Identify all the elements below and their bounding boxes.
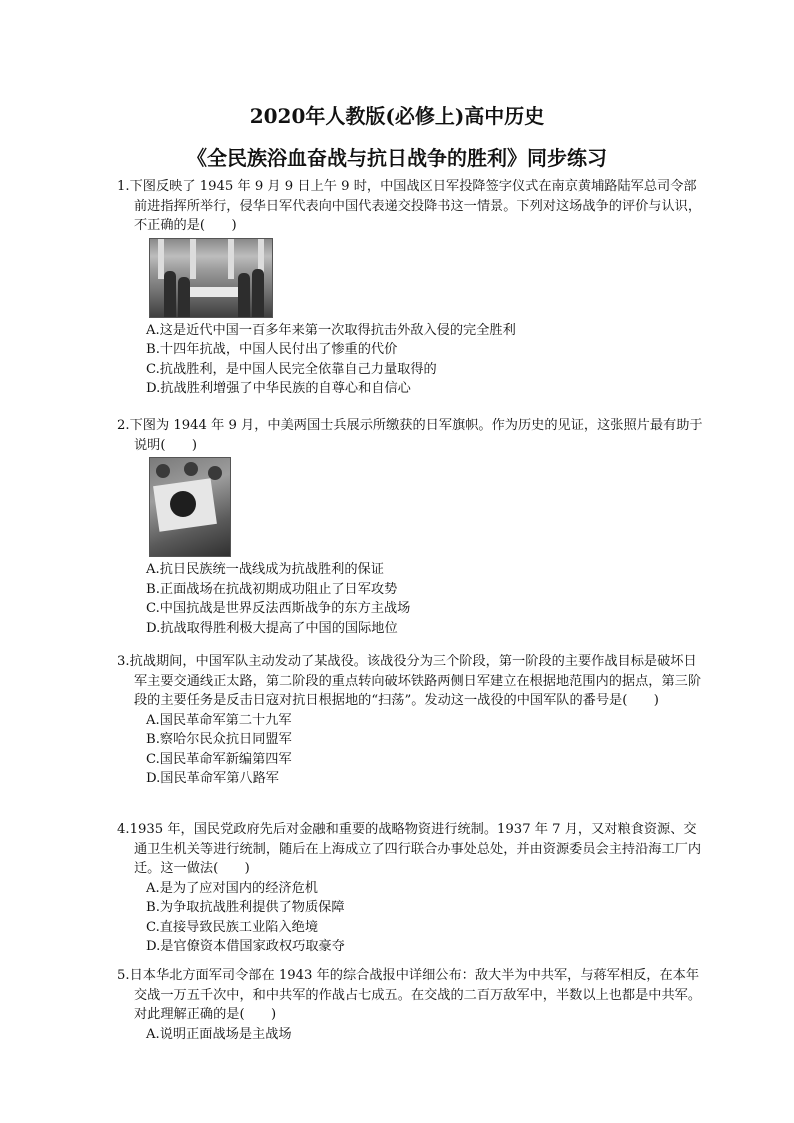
question-1 [117, 177, 707, 399]
question-3-option-d: D.国民革命军第八路军 [146, 771, 279, 786]
page-subtitle: 《全民族浴血奋战与抗日战争的胜利》同步练习 [187, 146, 607, 170]
question-2 [117, 416, 707, 638]
question-3-option-c: C.国民革命军新编第四军 [146, 751, 292, 767]
question-4 [117, 820, 707, 957]
question-3-option-b: B.察哈尔民众抗日同盟军 [146, 732, 292, 747]
question-1-option-c: C.抗战胜利，是中国人民完全依靠自己力量取得的 [146, 361, 437, 377]
question-5 [117, 966, 707, 1044]
question-5-stem: 5.日本华北方面军司令部在 1943 年的综合战报中详细公布：敌大半为中共军，与蒋军相反，在本年交战一万五千次中，和中共军的作战占七成五。在交战的二百万敌军中，半数以上也都是中共军。对此理解正确的是( ) [117, 968, 702, 1022]
question-4-option-d: D.是官僚资本借国家政权巧取豪夺 [146, 939, 345, 954]
question-3-stem: 3.抗战期间，中国军队主动发动了某战役。该战役分为三个阶段，第一阶段的主要作战目标是破坏日军主要交通线正太路，第二阶段的重点转向破坏铁路两侧日军建立在根据地范围内的据点，第三阶段的主要任务是反击日寇对抗日根据地的“扫荡”。发动这一战役的中国军队的番号是( ) [117, 654, 702, 708]
question-1-stem: 1.下图反映了 1945 年 9 月 9 日上午 9 时，中国战区日军投降签字仪式在南京黄埔路陆军总司令部前进指挥所举行，侵华日军代表向中国代表递交投降书这一情景。下列对这场战争的评价与认识，不正确的是( ) [117, 179, 702, 233]
question-2-stem: 2.下图为 1944 年 9 月，中美两国士兵展示所缴获的日军旗帜。作为历史的见证，这张照片最有助于说明( ) [117, 418, 703, 453]
question-3 [117, 652, 707, 789]
question-4-stem: 4.1935 年，国民党政府先后对金融和重要的战略物资进行统制。1937 年 7 月，又对粮食资源、交通卫生机关等进行统制，随后在上海成立了四行联合办事处总处，并由资源委员会主持沿海工厂内迁。这一做法( ) [117, 822, 702, 876]
question-5-option-a: A.说明正面战场是主战场 [146, 1026, 292, 1042]
question-1-option-b: B.十四年抗战，中国人民付出了惨重的代价 [146, 342, 398, 357]
question-1-option-d: D.抗战胜利增强了中华民族的自尊心和自信心 [146, 381, 411, 396]
question-1-option-a: A.这是近代中国一百多年来第一次取得抗击外敌入侵的完全胜利 [146, 322, 516, 338]
question-4-option-c: C.直接导致民族工业陷入绝境 [146, 919, 319, 935]
page-title: 2020年人教版(必修上)高中历史 [249, 104, 545, 128]
question-3-option-a: A.国民革命军第二十九军 [146, 712, 292, 728]
question-2-option-a: A.抗日民族统一战线成为抗战胜利的保证 [146, 562, 384, 577]
question-2-option-c: C.中国抗战是世界反法西斯战争的东方主战场 [146, 601, 411, 616]
question-2-option-d: D.抗战取得胜利极大提高了中国的国际地位 [146, 620, 398, 636]
surrender-ceremony-photo [149, 238, 273, 318]
captured-flag-photo [149, 457, 231, 557]
question-4-option-b: B.为争取抗战胜利提供了物质保障 [146, 900, 345, 915]
question-4-option-a: A.是为了应对国内的经济危机 [146, 880, 318, 896]
question-2-option-b: B.正面战场在抗战初期成功阻止了日军攻势 [146, 581, 398, 597]
